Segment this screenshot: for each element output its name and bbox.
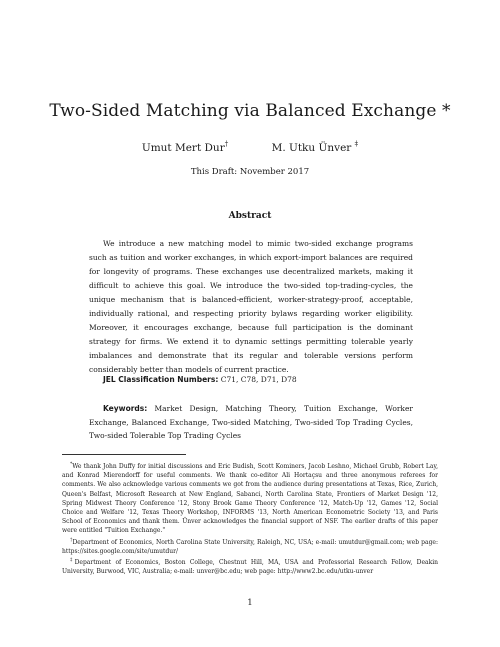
- author-footnote-mark: ‡: [354, 140, 359, 148]
- jel-classification: [103, 374, 413, 385]
- footnote-mark: ‡: [70, 558, 75, 564]
- jel-codes: C71, C78, D71, D78: [220, 375, 297, 384]
- page-number: 1: [247, 598, 253, 608]
- keywords-label: Keywords:: [103, 404, 148, 413]
- keywords-list: Market Design, Matching Theory, Tuition Exchange, Worker Exchange, Balanced Exchange, Two-sided Matching, Two-sided Top Trading Cycles, Two-sided Tolerable Top Trading Cycles: [89, 404, 413, 440]
- footnote-author-unver: [62, 556, 438, 576]
- author-list: [0, 140, 500, 154]
- paper-title: Two-Sided Matching via Balanced Exchange *: [49, 101, 451, 121]
- abstract-heading: Abstract: [228, 211, 272, 221]
- footnote-text: Department of Economics, Boston College, Chestnut Hill, MA, USA and Professorial Research Fellow, Deakin University, Burwood, VIC, Australia; e-mail: unver@bc.edu; web page: http://www2.bc.edu/utku-unver: [62, 559, 438, 576]
- author-name: Umut Mert Dur: [141, 141, 225, 154]
- abstract-text: We introduce a new matching model to mimic two-sided exchange programs such as tuition and worker exchanges, in which export-import balances are required for longevity of programs. These exchanges use decentralized markets, making it difficult to achieve this goal. We introduce the two-sided top-trading-cycles, the unique mechanism that is balanced-efficient, worker-strategy-proof, acceptable, individually rational, and respecting priority bylaws regarding worker eligibility. Moreover, it encourages exchange, because full participation is the dominant strategy for firms. We extend it to dynamic settings permitting tolerable yearly imbalances and demonstrate that its regular and tolerable versions perform considerably better than models of current practice.: [89, 239, 413, 374]
- draft-date: This Draft: November 2017: [190, 167, 310, 177]
- footnote-mark: †: [70, 537, 73, 543]
- author-footnote-mark: †: [224, 140, 229, 148]
- author-dur: [142, 140, 228, 154]
- footnote-text: Department of Economics, North Carolina State University, Raleigh, NC, USA; e-mail: umutdur@gmail.com; web page: https://sites.google.com/site/umutdur/: [62, 538, 439, 555]
- footnote-acknowledgements: [62, 460, 438, 536]
- footnote-author-dur: [62, 536, 438, 556]
- jel-label: JEL Classification Numbers:: [103, 375, 219, 384]
- keywords: [89, 402, 413, 443]
- footnote-mark: *: [70, 462, 73, 467]
- footnotes: [62, 460, 438, 576]
- footnote-rule: [62, 454, 186, 455]
- author-unver: [272, 140, 359, 154]
- footnote-text: We thank John Duffy for initial discussions and Eric Budish, Scott Kominers, Jacob Leshno, Michael Grubb, Robert Lay, and Konrad Mierendorff for useful comments. We thank co-editor Ali Hortaçsu and three anonymous referees for comments. We also acknowledge various comments we got from the audience during presentations at Texas, Rice, Zurich, Queen's Belfast, Microsoft Research at New England, Sabanci, North Carolina State, Frontiers of Market Design '12, Spring Midwest Theory Conference '12, Stony Brook Game Theory Conference '12, Match-Up '12, Games '12, Social Choice and Welfare '12, Texas Theory Workshop, INFORMS '13, North American Econometric Society '13, and Paris School of Economics and thank them. Ünver acknowledges the financial support of NSF. The earlier drafts of this paper were entitled "Tuition Exchange.": [62, 463, 438, 535]
- author-name: M. Utku Ünver: [271, 141, 352, 154]
